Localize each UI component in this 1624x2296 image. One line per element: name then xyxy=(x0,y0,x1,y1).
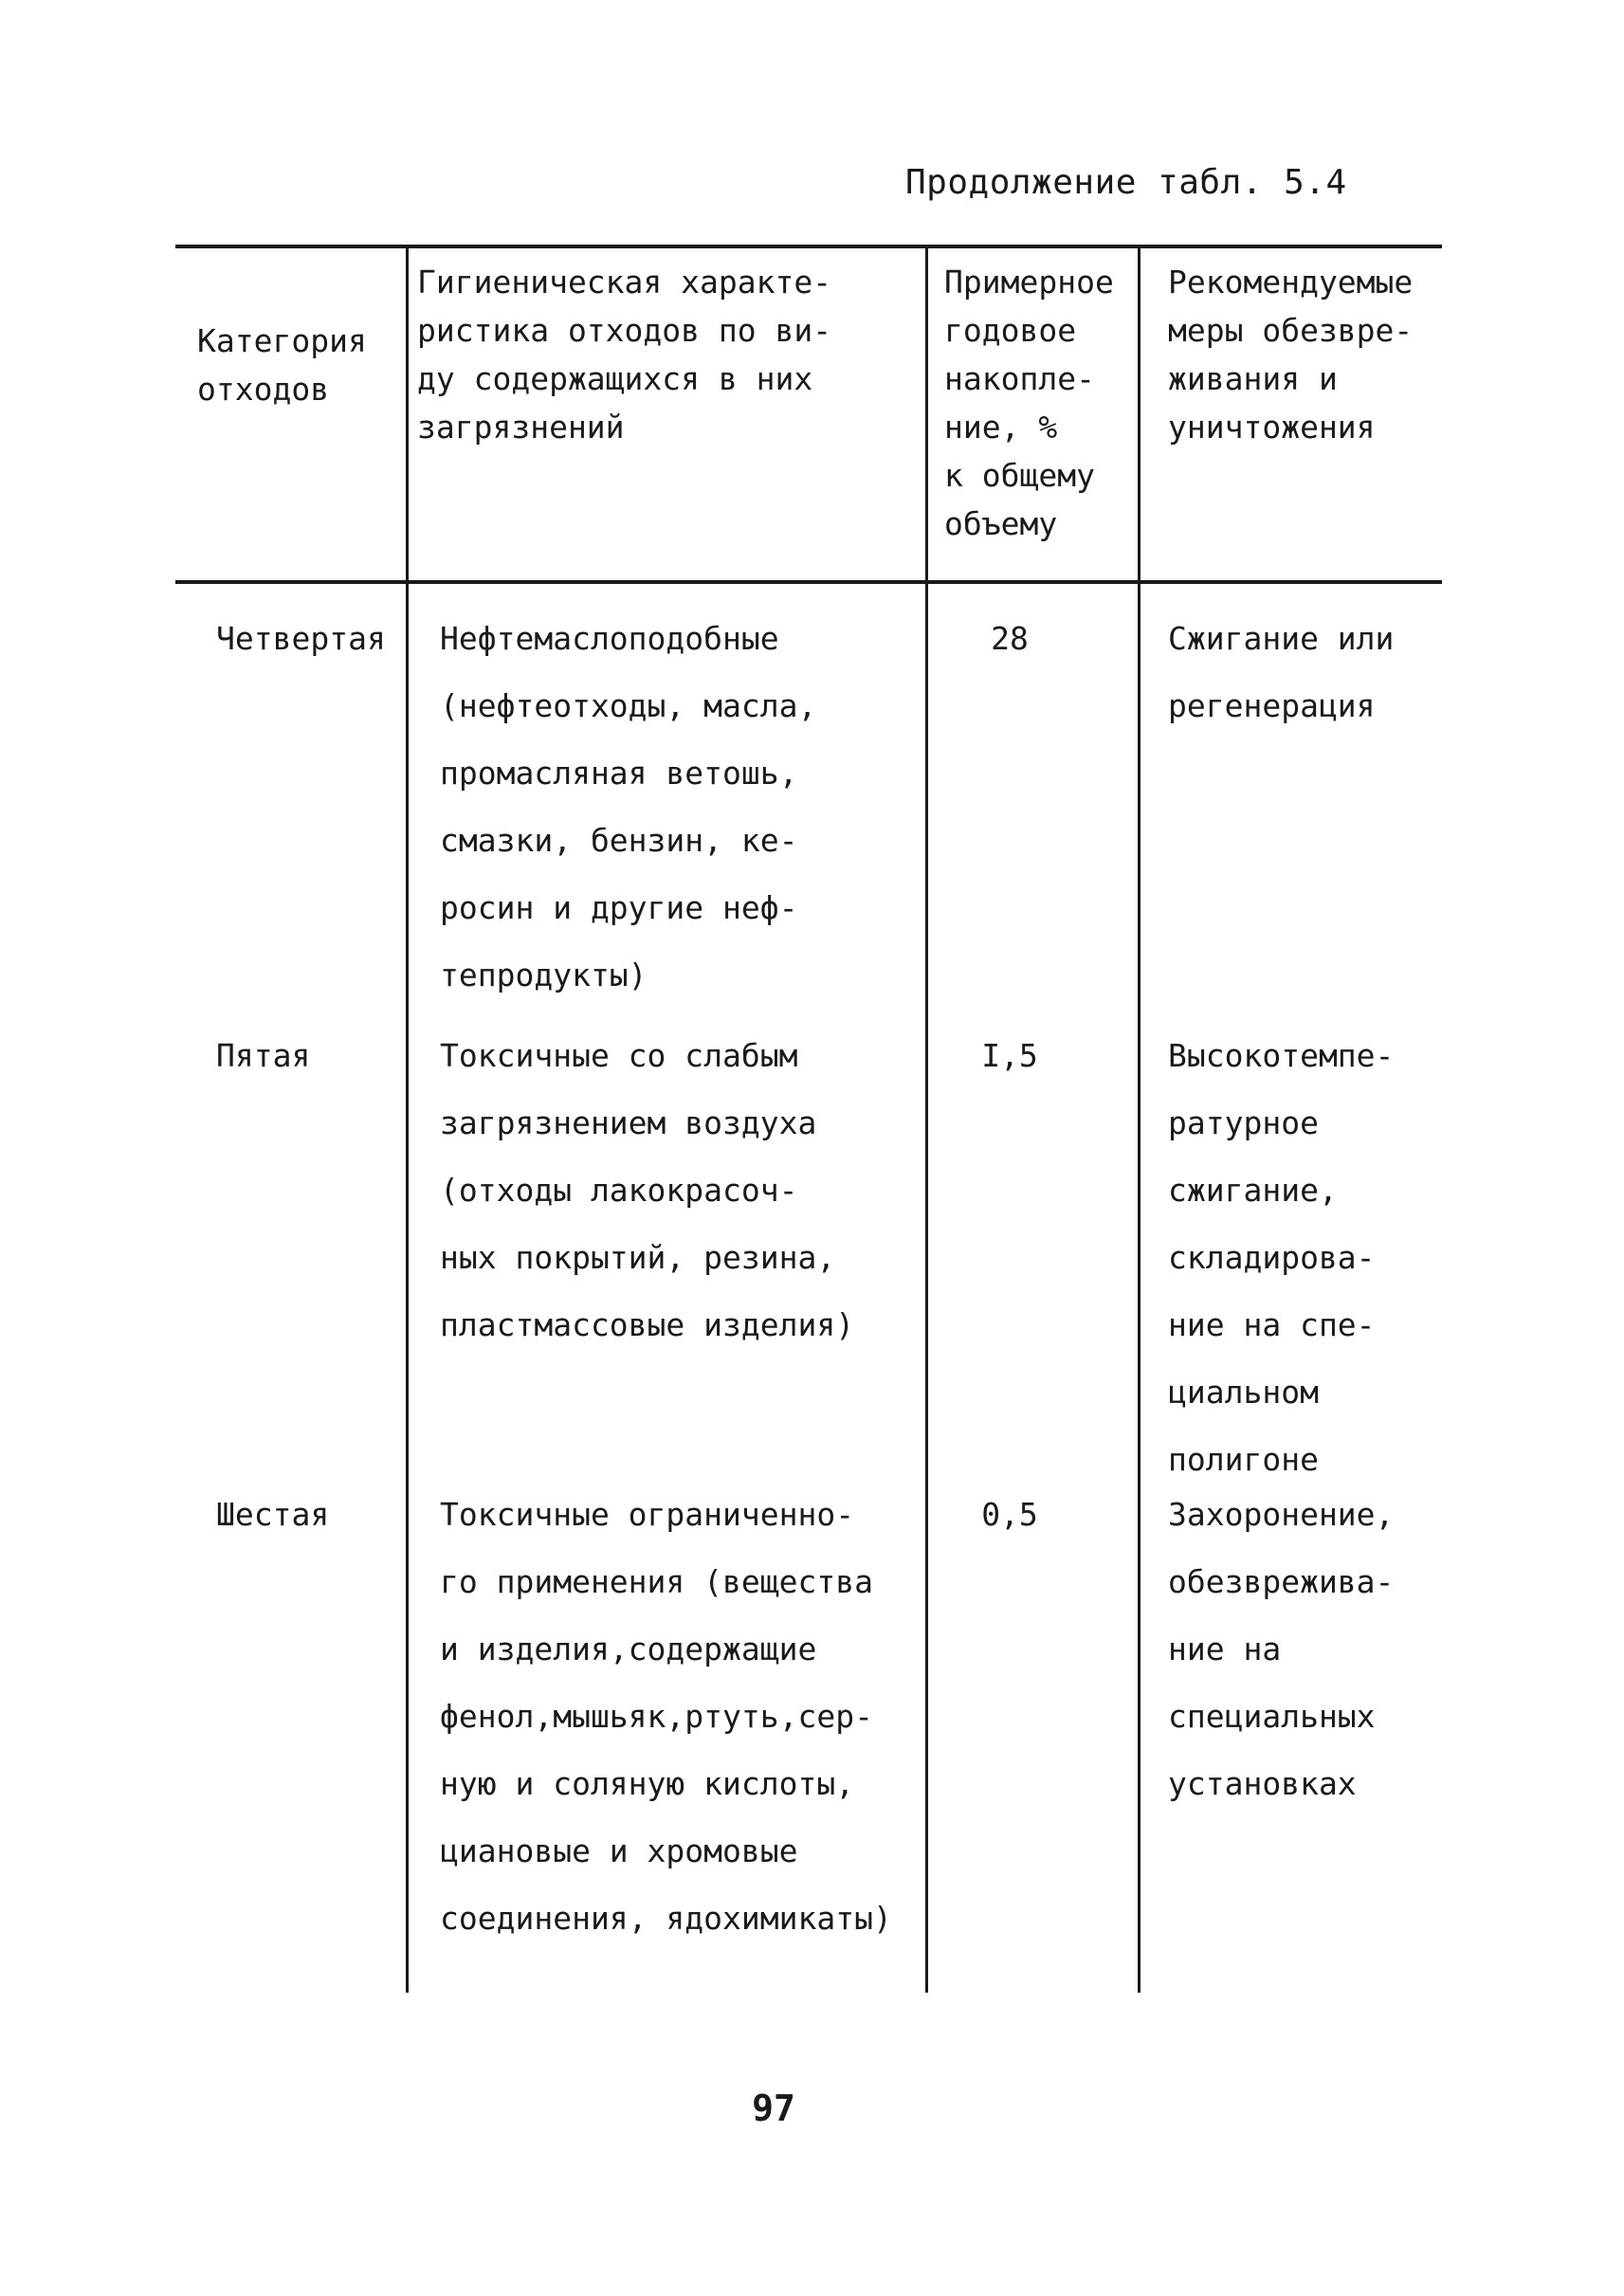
column-divider-3 xyxy=(1138,248,1140,1993)
table-caption: Продолжение табл. 5.4 xyxy=(905,163,1347,202)
row-3-characteristic: Токсичные ограниченно- го применения (вещества и изделия,содержащие фенол,мышьяк,ртуть,сер- ную и соляную кислоты, циановые и хромовые соединения, ядохимикаты) xyxy=(440,1496,892,1937)
table-top-rule xyxy=(175,245,1442,248)
row-2-category: Пятая xyxy=(216,1037,311,1074)
row-3-category: Шестая xyxy=(216,1496,330,1533)
row-2-accumulation: I,5 xyxy=(981,1037,1038,1074)
row-1-characteristic: Нефтемаслоподобные (нефтеотходы, масла, промасляная ветошь, смазки, бензин, ке- росин и другие неф- тепродукты) xyxy=(440,620,817,993)
page-number: 97 xyxy=(752,2087,795,2129)
row-1-category: Четвертая xyxy=(216,620,386,657)
header-bottom-rule xyxy=(175,580,1442,584)
row-2-measures: Высокотемпе- ратурное сжигание, складирова- ние на спе- циальном полигоне xyxy=(1168,1037,1395,1478)
row-3-accumulation: 0,5 xyxy=(981,1496,1038,1533)
row-3-measures: Захоронение, обезвреживa- ние на специальных установках xyxy=(1168,1496,1395,1802)
row-1-accumulation: 28 xyxy=(991,620,1029,657)
header-category: Категория отходов xyxy=(197,322,367,408)
header-characteristic: Гигиеническая характе- ристика отходов по ви- ду содержащихся в них загрязнений xyxy=(417,264,832,446)
column-divider-1 xyxy=(406,248,409,1993)
column-divider-2 xyxy=(925,248,928,1993)
header-accumulation: Примерное годовое накопле- ние, % к общему объему xyxy=(944,264,1114,542)
row-2-characteristic: Токсичные со слабым загрязнением воздуха (отходы лакокрасоч- ных покрытий, резина, пластмассовые изделия) xyxy=(440,1037,855,1343)
row-1-measures: Сжигание или регенерация xyxy=(1168,620,1395,724)
header-measures: Рекомендуемые меры обезвре- живания и уничтожения xyxy=(1168,264,1414,446)
